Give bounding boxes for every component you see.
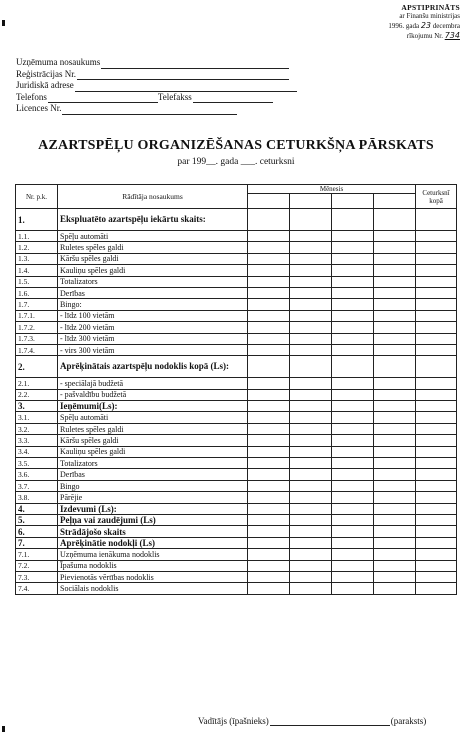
month-value-cell[interactable] — [290, 356, 332, 378]
row-indicator-name: Kauliņu spēles galdi — [58, 265, 248, 276]
field-label: Juridiskā adrese — [16, 80, 74, 90]
field-legal-address — [16, 80, 316, 92]
month-value-cell[interactable] — [374, 423, 416, 434]
table-row — [16, 333, 457, 344]
month-value-cell[interactable] — [374, 583, 416, 594]
signature-field[interactable] — [270, 716, 390, 726]
row-number: 7.3. — [16, 571, 58, 582]
approval-year: 1996. gada — [388, 22, 420, 30]
month-value-cell[interactable] — [332, 253, 374, 264]
month-value-cell[interactable] — [332, 276, 374, 287]
month-value-cell[interactable] — [374, 492, 416, 503]
legal-address-input[interactable] — [75, 82, 297, 92]
table-row — [16, 560, 457, 571]
row-number: 1.7.2. — [16, 322, 58, 333]
quarter-total-cell[interactable] — [416, 389, 457, 400]
row-number: 2.2. — [16, 389, 58, 400]
month-value-cell[interactable] — [290, 310, 332, 321]
month-value-cell[interactable] — [290, 276, 332, 287]
quarter-total-cell[interactable] — [416, 480, 457, 491]
quarter-total-cell[interactable] — [416, 435, 457, 446]
month-value-cell[interactable] — [332, 389, 374, 400]
quarter-total-cell[interactable] — [416, 549, 457, 560]
row-indicator-name: Ruletes spēles galdi — [58, 423, 248, 434]
quarter-total-cell[interactable] — [416, 503, 457, 514]
phone-input[interactable] — [48, 93, 158, 103]
row-indicator-name: Bingo — [58, 480, 248, 491]
quarter-total-cell[interactable] — [416, 276, 457, 287]
table-row — [16, 514, 457, 525]
table-row — [16, 446, 457, 457]
month-value-cell[interactable] — [290, 458, 332, 469]
row-number: 3.8. — [16, 492, 58, 503]
row-number: 4. — [16, 503, 58, 514]
table-row — [16, 265, 457, 276]
row-indicator-name: Spēļu automāti — [58, 231, 248, 242]
quarter-total-cell[interactable] — [416, 423, 457, 434]
row-indicator-name: - līdz 100 vietām — [58, 310, 248, 321]
month-value-cell[interactable] — [290, 265, 332, 276]
quarter-total-cell[interactable] — [416, 310, 457, 321]
quarter-total-cell[interactable] — [416, 356, 457, 378]
month-value-cell[interactable] — [332, 242, 374, 253]
month-value-cell[interactable] — [374, 378, 416, 389]
row-indicator-name: Kauliņu spēles galdi — [58, 446, 248, 457]
report-title: AZARTSPĒĻU ORGANIZĒŠANAS CETURKŠŅA PĀRSKATS — [38, 138, 434, 153]
month-value-cell[interactable] — [374, 389, 416, 400]
month-value-cell[interactable] — [290, 560, 332, 571]
month-value-cell[interactable] — [290, 378, 332, 389]
month-value-cell[interactable] — [248, 469, 290, 480]
row-number: 3.4. — [16, 446, 58, 457]
header-month — [248, 185, 416, 209]
month-value-cell[interactable] — [374, 265, 416, 276]
month-value-cell[interactable] — [332, 423, 374, 434]
month-value-cell[interactable] — [332, 571, 374, 582]
row-indicator-name: Ekspluatēto azartspēļu iekārtu skaits: — [58, 209, 248, 231]
month-value-cell[interactable] — [248, 253, 290, 264]
table-row — [16, 253, 457, 264]
quarter-total-cell[interactable] — [416, 322, 457, 333]
table-row — [16, 469, 457, 480]
month-value-cell[interactable] — [248, 389, 290, 400]
month-value-cell[interactable] — [290, 446, 332, 457]
quarter-total-cell[interactable] — [416, 401, 457, 412]
month-value-cell[interactable] — [248, 537, 290, 548]
field-label: Reģistrācijas Nr. — [16, 68, 76, 79]
header-quarter-total: Ceturksnī kopā — [416, 185, 457, 209]
quarter-total-cell[interactable] — [416, 583, 457, 594]
month-value-cell[interactable] — [290, 423, 332, 434]
month-value-cell[interactable] — [374, 242, 416, 253]
quarter-total-cell[interactable] — [416, 446, 457, 457]
month-value-cell[interactable] — [332, 458, 374, 469]
month-value-cell[interactable] — [332, 480, 374, 491]
row-number: 2. — [16, 356, 58, 378]
month-value-cell[interactable] — [374, 209, 416, 231]
month-value-cell[interactable] — [248, 299, 290, 310]
approval-month: decembra — [432, 22, 460, 30]
row-indicator-name: Peļņa vai zaudējumi (Ls) — [58, 514, 248, 525]
header-number: Nr. p.k. — [16, 185, 58, 209]
table-row — [16, 526, 457, 537]
row-number: 3.3. — [16, 435, 58, 446]
row-number: 1.7.3. — [16, 333, 58, 344]
month-value-cell[interactable] — [248, 378, 290, 389]
quarter-total-cell[interactable] — [416, 287, 457, 298]
row-indicator-name: Kāršu spēles galdi — [58, 435, 248, 446]
row-indicator-name: Totalizators — [58, 458, 248, 469]
month-value-cell[interactable] — [332, 401, 374, 412]
month-value-cell[interactable] — [332, 356, 374, 378]
table-row — [16, 503, 457, 514]
row-indicator-name: Kāršu spēles galdi — [58, 253, 248, 264]
row-number: 1.7. — [16, 299, 58, 310]
signature-caption: (paraksts) — [390, 716, 427, 726]
month-value-cell[interactable] — [248, 310, 290, 321]
table-row — [16, 322, 457, 333]
month-value-cell[interactable] — [332, 333, 374, 344]
month-value-cell[interactable] — [290, 469, 332, 480]
quarter-total-cell[interactable] — [416, 537, 457, 548]
month-value-cell[interactable] — [248, 401, 290, 412]
month-value-cell[interactable] — [374, 480, 416, 491]
table-row — [16, 209, 457, 231]
signature-block — [198, 716, 426, 726]
table-row — [16, 492, 457, 503]
row-number: 5. — [16, 514, 58, 525]
month-value-cell[interactable] — [332, 231, 374, 242]
quarter-total-cell[interactable] — [416, 299, 457, 310]
month-value-cell[interactable] — [248, 231, 290, 242]
month-value-cell[interactable] — [332, 322, 374, 333]
month-value-cell[interactable] — [248, 356, 290, 378]
month-value-cell[interactable] — [332, 526, 374, 537]
edge-mark — [2, 726, 5, 732]
header-indicator: Rādītāja nosaukums — [58, 185, 248, 209]
month-value-cell[interactable] — [332, 299, 374, 310]
month-value-cell[interactable] — [290, 571, 332, 582]
row-indicator-name: Pievienotās vērtības nodoklis — [58, 571, 248, 582]
month-value-cell[interactable] — [332, 435, 374, 446]
quarter-total-cell[interactable] — [416, 209, 457, 231]
row-number: 6. — [16, 526, 58, 537]
row-number: 2.1. — [16, 378, 58, 389]
quarter-total-cell[interactable] — [416, 231, 457, 242]
month-value-cell[interactable] — [332, 412, 374, 423]
month-value-cell[interactable] — [290, 583, 332, 594]
row-indicator-name: Strādājošo skaits — [58, 526, 248, 537]
quarter-total-cell[interactable] — [416, 469, 457, 480]
month-value-cell[interactable] — [248, 209, 290, 231]
row-indicator-name: Aprēķinātais azartspēļu nodoklis kopā (Ls): — [58, 356, 248, 378]
quarter-total-cell[interactable] — [416, 560, 457, 571]
table-row — [16, 287, 457, 298]
month-value-cell[interactable] — [290, 401, 332, 412]
month-value-cell[interactable] — [290, 299, 332, 310]
license-number-input[interactable] — [62, 105, 237, 115]
row-indicator-name: - speciālajā budžetā — [58, 378, 248, 389]
field-phone-fax — [16, 92, 316, 104]
table-row — [16, 231, 457, 242]
month-value-cell[interactable] — [248, 458, 290, 469]
approval-order-label: rīkojumu Nr. — [406, 32, 443, 40]
quarter-total-cell[interactable] — [416, 333, 457, 344]
month-value-cell[interactable] — [248, 287, 290, 298]
month-value-cell[interactable] — [374, 514, 416, 525]
row-indicator-name: Derības — [58, 287, 248, 298]
month-value-cell[interactable] — [290, 242, 332, 253]
row-number: 3. — [16, 401, 58, 412]
month-value-cell[interactable] — [332, 265, 374, 276]
row-indicator-name: Derības — [58, 469, 248, 480]
row-number: 1.5. — [16, 276, 58, 287]
month-value-cell[interactable] — [248, 571, 290, 582]
month-value-cell[interactable] — [332, 549, 374, 560]
approval-order-number: 734 — [444, 31, 460, 40]
table-row — [16, 276, 457, 287]
row-number: 1.7.4. — [16, 344, 58, 355]
month-value-cell[interactable] — [374, 344, 416, 355]
table-row — [16, 344, 457, 355]
month-value-cell[interactable] — [248, 265, 290, 276]
month-value-cell[interactable] — [374, 333, 416, 344]
report-table — [15, 184, 457, 595]
month-value-cell[interactable] — [374, 571, 416, 582]
month-value-cell[interactable] — [374, 299, 416, 310]
month-value-cell[interactable] — [248, 412, 290, 423]
quarter-total-cell[interactable] — [416, 378, 457, 389]
month-value-cell[interactable] — [332, 344, 374, 355]
quarter-total-cell[interactable] — [416, 458, 457, 469]
table-row — [16, 583, 457, 594]
table-row — [16, 299, 457, 310]
month-value-cell[interactable] — [248, 333, 290, 344]
field-registration-number — [16, 69, 316, 81]
month-value-cell[interactable] — [374, 549, 416, 560]
month-value-cell[interactable] — [332, 537, 374, 548]
month-value-cell[interactable] — [290, 514, 332, 525]
month-value-cell[interactable] — [374, 435, 416, 446]
month-value-cell[interactable] — [374, 356, 416, 378]
month-value-cell[interactable] — [332, 469, 374, 480]
signature-label: Vadītājs (īpašnieks) — [198, 716, 269, 726]
row-indicator-name: Īpašuma nodoklis — [58, 560, 248, 571]
month-value-cell[interactable] — [332, 287, 374, 298]
month-value-cell[interactable] — [374, 446, 416, 457]
month-value-cell[interactable] — [290, 549, 332, 560]
row-number: 1.7.1. — [16, 310, 58, 321]
row-indicator-name: Izdevumi (Ls): — [58, 503, 248, 514]
row-number: 1. — [16, 209, 58, 231]
month-value-cell[interactable] — [248, 526, 290, 537]
month-value-cell[interactable] — [332, 514, 374, 525]
month-value-cell[interactable] — [248, 549, 290, 560]
row-number: 3.6. — [16, 469, 58, 480]
row-indicator-name: Ieņēmumi(Ls): — [58, 401, 248, 412]
row-number: 7.2. — [16, 560, 58, 571]
month-value-cell[interactable] — [374, 537, 416, 548]
month-value-cell[interactable] — [290, 333, 332, 344]
month-value-cell[interactable] — [374, 560, 416, 571]
month-value-cell[interactable] — [332, 560, 374, 571]
quarter-total-cell[interactable] — [416, 412, 457, 423]
table-row — [16, 412, 457, 423]
month-value-cell[interactable] — [290, 526, 332, 537]
table-row — [16, 435, 457, 446]
row-indicator-name: Aprēķinātie nodokļi (Ls) — [58, 537, 248, 548]
fax-input[interactable] — [193, 93, 273, 103]
row-number: 3.2. — [16, 423, 58, 434]
month-value-cell[interactable] — [374, 401, 416, 412]
row-indicator-name: - līdz 300 vietām — [58, 333, 248, 344]
month-value-cell[interactable] — [248, 322, 290, 333]
row-number: 1.4. — [16, 265, 58, 276]
month-value-cell[interactable] — [290, 231, 332, 242]
field-company-name — [16, 57, 316, 69]
row-number: 1.3. — [16, 253, 58, 264]
table-header-row — [16, 185, 457, 209]
month-value-cell[interactable] — [248, 344, 290, 355]
month-value-cell[interactable] — [248, 276, 290, 287]
row-number: 7.1. — [16, 549, 58, 560]
table-row — [16, 480, 457, 491]
month-value-cell[interactable] — [290, 435, 332, 446]
company-fields — [16, 57, 316, 115]
row-indicator-name: - virs 300 vietām — [58, 344, 248, 355]
table-row — [16, 458, 457, 469]
month-value-cell[interactable] — [374, 253, 416, 264]
month-value-cell[interactable] — [374, 322, 416, 333]
row-indicator-name: - pašvaldību budžetā — [58, 389, 248, 400]
approval-line3 — [350, 31, 460, 41]
quarter-total-cell[interactable] — [416, 492, 457, 503]
month-value-cell[interactable] — [290, 503, 332, 514]
month-value-cell[interactable] — [332, 378, 374, 389]
table-row — [16, 389, 457, 400]
month-value-cell[interactable] — [332, 209, 374, 231]
row-number: 3.7. — [16, 480, 58, 491]
table-row — [16, 401, 457, 412]
month-value-cell[interactable] — [290, 209, 332, 231]
month-value-cell[interactable] — [374, 526, 416, 537]
quarter-total-cell[interactable] — [416, 253, 457, 264]
row-number: 1.6. — [16, 287, 58, 298]
month-value-cell[interactable] — [248, 503, 290, 514]
month-value-cell[interactable] — [248, 560, 290, 571]
month-value-cell[interactable] — [248, 492, 290, 503]
table-row — [16, 242, 457, 253]
row-number: 7. — [16, 537, 58, 548]
field-label: Uzņēmuma nosaukums — [16, 57, 101, 67]
row-indicator-name: Pārējie — [58, 492, 248, 503]
row-number: 1.1. — [16, 231, 58, 242]
row-number: 7.4. — [16, 583, 58, 594]
company-name-input[interactable] — [101, 59, 289, 69]
month-value-cell[interactable] — [290, 480, 332, 491]
month-value-cell[interactable] — [332, 583, 374, 594]
table-row — [16, 423, 457, 434]
month-value-cell[interactable] — [290, 537, 332, 548]
row-indicator-name: Uzņēmuma ienākuma nodoklis — [58, 549, 248, 560]
approval-day: 23 — [420, 21, 432, 30]
field-label: Telefakss — [157, 91, 192, 102]
table-row — [16, 549, 457, 560]
edge-mark — [2, 20, 5, 26]
month-value-cell[interactable] — [248, 446, 290, 457]
month-value-cell[interactable] — [290, 344, 332, 355]
month-value-cell[interactable] — [290, 322, 332, 333]
month-value-cell[interactable] — [290, 412, 332, 423]
approval-stamp — [350, 3, 460, 41]
table-row — [16, 310, 457, 321]
month-value-cell[interactable] — [332, 310, 374, 321]
month-value-cell[interactable] — [374, 287, 416, 298]
month-value-cell[interactable] — [248, 583, 290, 594]
field-label: Telefons — [16, 91, 47, 102]
month-value-cell[interactable] — [374, 310, 416, 321]
quarter-total-cell[interactable] — [416, 571, 457, 582]
month-value-cell[interactable] — [290, 389, 332, 400]
row-indicator-name: Totalizators — [58, 276, 248, 287]
month-value-cell[interactable] — [290, 492, 332, 503]
field-license-number — [16, 103, 316, 115]
month-value-cell[interactable] — [248, 435, 290, 446]
month-value-cell[interactable] — [374, 469, 416, 480]
registration-number-input[interactable] — [77, 70, 289, 80]
quarter-total-cell[interactable] — [416, 344, 457, 355]
month-value-cell[interactable] — [374, 503, 416, 514]
row-number: 3.1. — [16, 412, 58, 423]
month-value-cell[interactable] — [374, 276, 416, 287]
row-indicator-name: Bingo: — [58, 299, 248, 310]
month-value-cell[interactable] — [248, 423, 290, 434]
quarter-total-cell[interactable] — [416, 514, 457, 525]
approval-line2 — [350, 21, 460, 31]
report-period: par 199__. gada ___. ceturksni — [177, 157, 295, 167]
quarter-total-cell[interactable] — [416, 242, 457, 253]
quarter-total-cell[interactable] — [416, 265, 457, 276]
table-row — [16, 356, 457, 378]
field-label: Licences Nr. — [16, 103, 62, 113]
month-value-cell[interactable] — [374, 458, 416, 469]
header-month-label: Mēnesis — [248, 185, 415, 194]
quarter-total-cell[interactable] — [416, 526, 457, 537]
row-indicator-name: - līdz 200 vietām — [58, 322, 248, 333]
table-row — [16, 571, 457, 582]
row-number: 3.5. — [16, 458, 58, 469]
month-value-cell[interactable] — [332, 503, 374, 514]
approval-line1: ar Finanšu ministrijas — [399, 12, 460, 20]
approval-title: APSTIPRINĀTS — [401, 3, 460, 12]
month-value-cell[interactable] — [290, 287, 332, 298]
row-indicator-name: Spēļu automāti — [58, 412, 248, 423]
month-value-cell[interactable] — [374, 412, 416, 423]
row-indicator-name: Sociālais nodoklis — [58, 583, 248, 594]
table-row — [16, 378, 457, 389]
row-number: 1.2. — [16, 242, 58, 253]
month-value-cell[interactable] — [290, 253, 332, 264]
month-value-cell[interactable] — [332, 492, 374, 503]
table-row — [16, 537, 457, 548]
month-value-cell[interactable] — [374, 231, 416, 242]
row-indicator-name: Ruletes spēles galdi — [58, 242, 248, 253]
month-value-cell[interactable] — [248, 514, 290, 525]
month-value-cell[interactable] — [248, 480, 290, 491]
month-value-cell[interactable] — [248, 242, 290, 253]
month-value-cell[interactable] — [332, 446, 374, 457]
